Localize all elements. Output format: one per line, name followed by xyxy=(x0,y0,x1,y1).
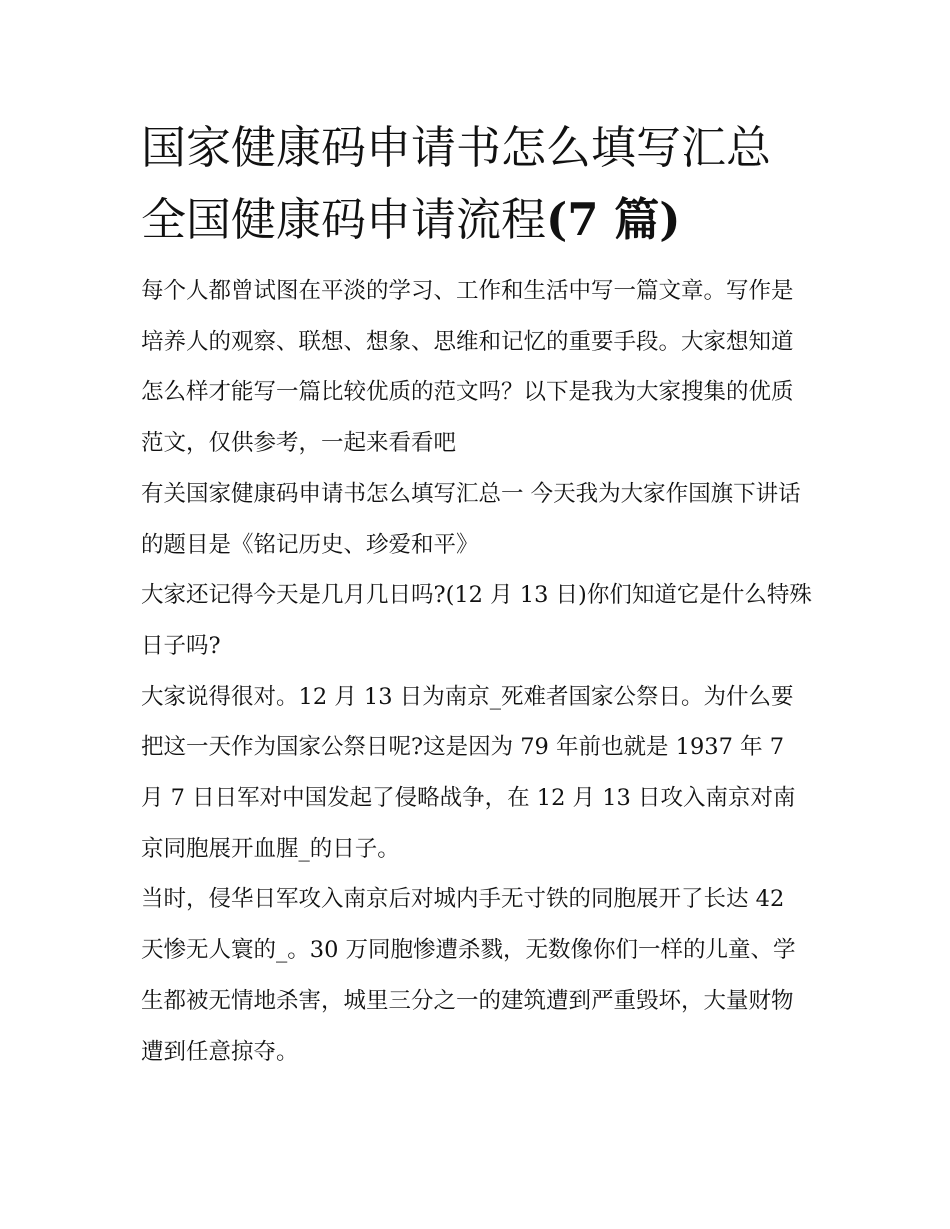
paragraph-memorial-day: 大家说得很对。12 月 13 日为南京_死难者国家公祭日。为什么要把这一天作为国家公祭日呢?这是因为 79 年前也就是 1937 年 7 月 7 日日军对中国发起了侵略战争，在 12 月 13 日攻入南京对南京同胞展开血腥_的日子。 xyxy=(141,683,796,862)
document-body xyxy=(141,266,813,1077)
document-title xyxy=(141,112,813,256)
paragraph-history: 当时，侵华日军攻入南京后对城内手无寸铁的同胞展开了长达 42 天惨无人寰的_。30 万同胞惨遭杀戮，无数像你们一样的儿童、学生都被无情地杀害，城里三分之一的建筑遭到严重毁坏，大量财物遭到任意掠夺。 xyxy=(141,886,796,1065)
document-page xyxy=(141,112,813,1077)
paragraph-intro: 每个人都曾试图在平淡的学习、工作和生活中写一篇文章。写作是培养人的观察、联想、想象、思维和记忆的重要手段。大家想知道怎么样才能写一篇比较优质的范文吗？以下是我为大家搜集的优质范文，仅供参考，一起来看看吧 xyxy=(141,278,794,457)
document-title-count: (7 篇) xyxy=(546,193,681,246)
paragraph-speech-topic: 有关国家健康码申请书怎么填写汇总一 今天我为大家作国旗下讲话的题目是《铭记历史、珍爱和平》 xyxy=(141,480,801,558)
paragraph-question: 大家还记得今天是几月几日吗?(12 月 13 日)你们知道它是什么特殊日子吗? xyxy=(141,582,812,659)
document-title-main: 国家健康码申请书怎么填写汇总 全国健康码申请流程 xyxy=(141,121,772,246)
